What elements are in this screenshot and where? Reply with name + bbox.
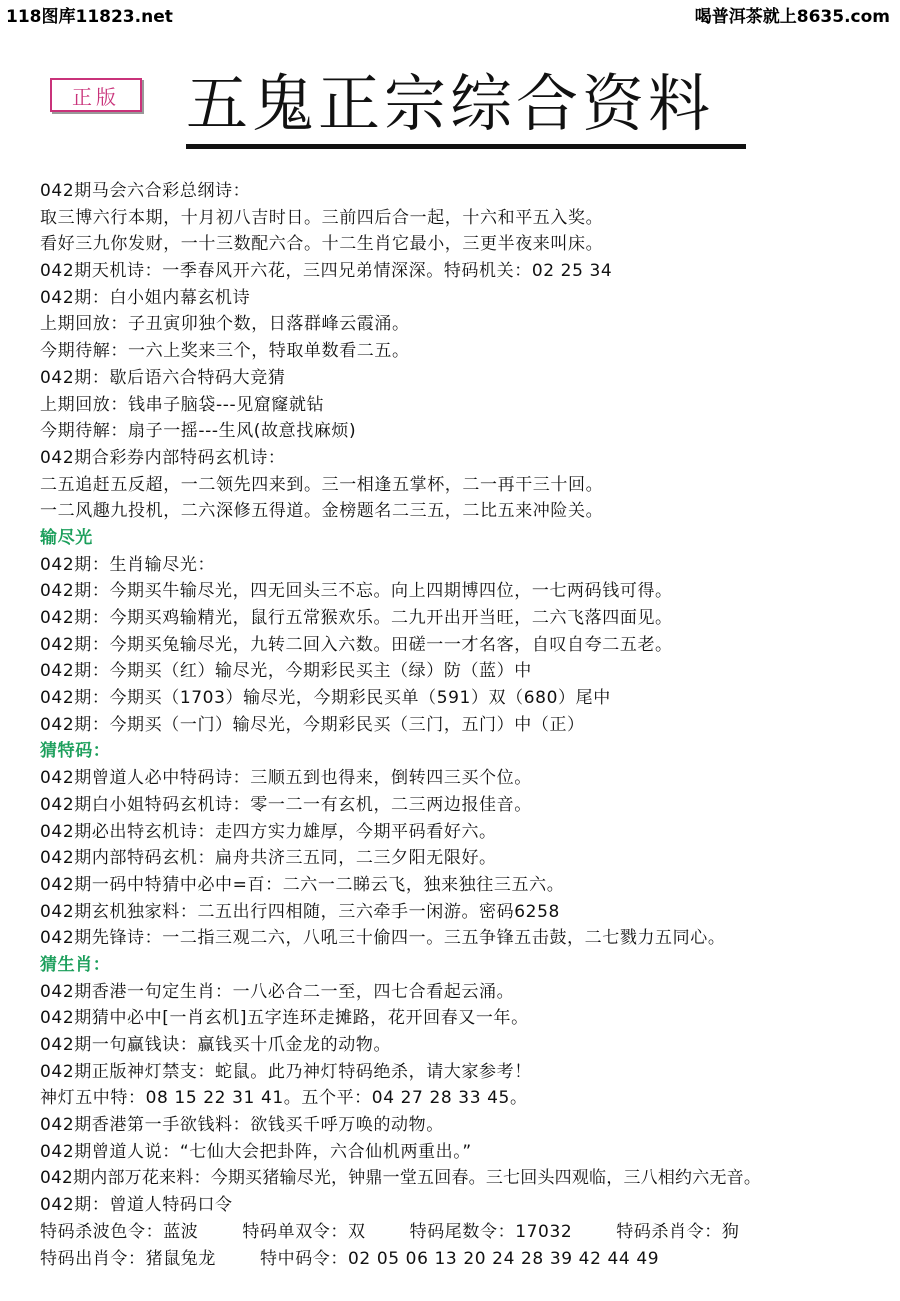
text-line: 神灯五中特：08 15 22 31 41。五个平：04 27 28 33 45。 [40, 1088, 528, 1109]
text-line: 042期：今期买兔输尽光，九转二回入六数。田磋一一才名客，自叹自夸二五老。 [40, 634, 673, 655]
text-line: 042期：今期买牛输尽光，四无回头三不忘。向上四期博四位，一七两码钱可得。 [40, 581, 673, 602]
code-row [40, 1246, 890, 1273]
section-heading: 猜生肖： [40, 954, 111, 975]
section-heading: 输尽光 [40, 527, 93, 548]
text-line: 042期曾道人说：“七仙大会把卦阵，六合仙机两重出。” [40, 1141, 472, 1162]
text-line: 042期香港一句定生肖：一八必合二一至，四七合看起云涌。 [40, 981, 515, 1002]
text-line: 取三博六行本期，十月初八吉时日。三前四后合一起，十六和平五入奖。 [40, 207, 604, 228]
title-underline [186, 144, 746, 149]
text-line: 042期曾道人必中特码诗：三顺五到也得来，倒转四三买个位。 [40, 768, 532, 789]
text-line: 042期：今期买（1703）输尽光，今期彩民买单（591）双（680）尾中 [40, 688, 611, 709]
code-row [40, 1219, 890, 1246]
text-line: 042期白小姐特码玄机诗：零一二一有玄机，二三两边报佳音。 [40, 794, 532, 815]
text-line: 二五追赶五反超，一二领先四来到。三一相逢五掌杯，二一再干三十回。 [40, 474, 604, 495]
text-line: 042期：生肖输尽光： [40, 554, 216, 575]
text-line: 042期正版神灯禁支：蛇鼠。此乃神灯特码绝杀，请大家参考！ [40, 1061, 532, 1082]
text-line: 042期内部万花来料：今期买猪输尽光，钟鼎一堂五回春。三七回头四观临，三八相约六无音。 [40, 1168, 762, 1189]
text-line: 042期合彩券内部特码玄机诗： [40, 447, 286, 468]
site-left-link[interactable]: 118图库11823.net [6, 7, 173, 27]
code-item: 特中码令：02 05 06 13 20 24 28 39 42 44 49 [260, 1248, 660, 1269]
text-line: 042期：今期买鸡输精光，鼠行五常猴欢乐。二九开出开当旺，二六飞落四面见。 [40, 608, 673, 628]
top-bar [0, 0, 900, 26]
text-line: 042期猜中必中[一肖玄机]五字连环走摊路，花开回春又一年。 [40, 1008, 529, 1029]
genuine-badge: 正版 [50, 78, 142, 112]
code-item: 特码单双令：双 [242, 1221, 366, 1242]
text-line: 042期：今期买（红）输尽光，今期彩民买主（绿）防（蓝）中 [40, 661, 532, 682]
code-item: 特码杀波色令：蓝波 [40, 1221, 199, 1242]
text-line: 今期待解：一六上奖来三个，特取单数看二五。 [40, 341, 410, 362]
page-title: 五鬼正宗综合资料 [186, 67, 715, 140]
text-line: 一二风趣九投机，二六深修五得道。金榜题名二三五，二比五来冲险关。 [40, 501, 604, 522]
text-line: 042期：白小姐内幕玄机诗 [40, 287, 251, 308]
text-line: 今期待解：扇子一摇---生风(故意找麻烦) [40, 421, 357, 442]
text-line: 上期回放：钱串子脑袋---见窟窿就钻 [40, 394, 325, 415]
text-line: 042期香港第一手欲钱料：欲钱买千呼万唤的动物。 [40, 1115, 444, 1136]
text-line: 042期：歇后语六合特码大竞猜 [40, 367, 286, 388]
text-line: 042期：曾道人特码口令 [40, 1195, 233, 1216]
section-heading: 猜特码： [40, 741, 111, 762]
site-right-link[interactable]: 喝普洱茶就上8635.com [694, 7, 890, 27]
text-line: 上期回放：子丑寅卯独个数，日落群峰云霞涌。 [40, 314, 410, 335]
text-line: 042期马会六合彩总纲诗： [40, 181, 251, 201]
code-item: 特码出肖令：猪鼠兔龙 [40, 1248, 216, 1269]
text-line: 042期玄机独家料：二五出行四相随，三六牵手一闲游。密码6258 [40, 901, 560, 922]
content-body [40, 178, 890, 1272]
text-line: 042期一码中特猜中必中=百：二六一二睇云飞，独来独往三五六。 [40, 874, 565, 895]
text-line: 042期一句赢钱诀：赢钱买十爪金龙的动物。 [40, 1035, 392, 1055]
code-item: 特码杀肖令：狗 [616, 1221, 740, 1242]
text-line: 看好三九你发财，一十三数配六合。十二生肖它最小，三更半夜来叫床。 [40, 234, 604, 255]
code-item: 特码尾数令：17032 [409, 1221, 573, 1242]
text-line: 042期内部特码玄机：扁舟共济三五同，二三夕阳无限好。 [40, 848, 497, 869]
text-line: 042期：今期买（一门）输尽光，今期彩民买（三门，五门）中（正） [40, 714, 585, 735]
text-line: 042期天机诗：一季春风开六花，三四兄弟情深深。特码机关：02 25 34 [40, 261, 613, 282]
text-line: 042期先锋诗：一二指三观二六，八吼三十偷四一。三五争锋五击鼓，二七戮力五同心。 [40, 928, 726, 949]
text-line: 042期必出特玄机诗：走四方实力雄厚，今期平码看好六。 [40, 821, 497, 842]
